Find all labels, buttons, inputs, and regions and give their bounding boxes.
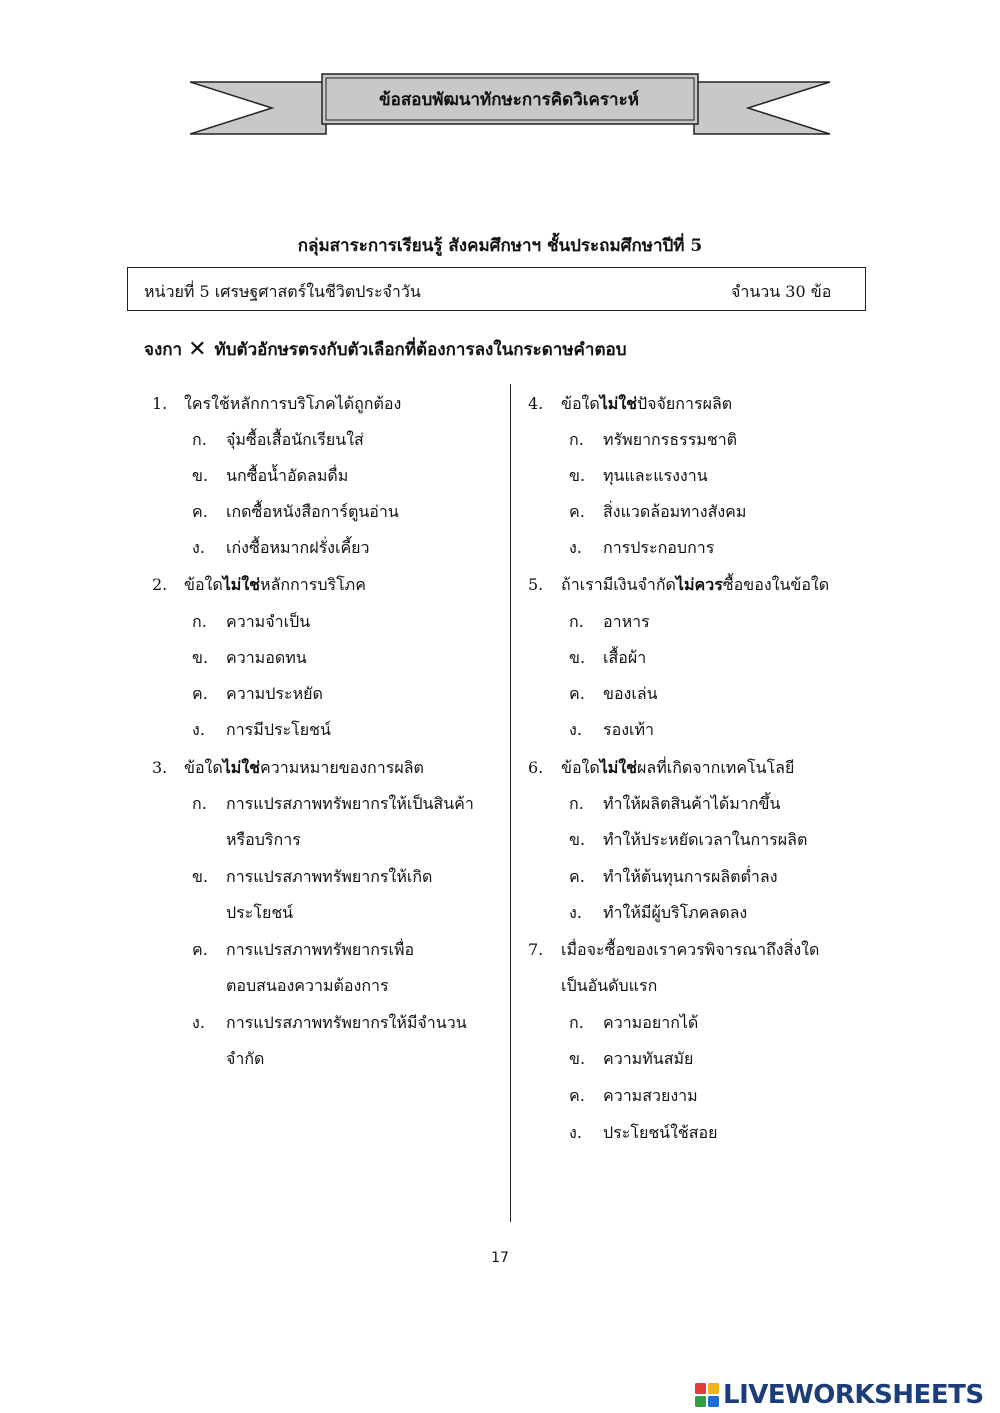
choice-text[interactable]: ทรัพยากรธรรมชาติ: [603, 430, 738, 449]
choice-text[interactable]: สิ่งแวดล้อมทางสังคม: [603, 502, 747, 521]
question-number: 5.: [528, 575, 544, 594]
question-text-part: ข้อใด: [561, 758, 600, 777]
question-number: 1.: [152, 394, 168, 413]
liveworksheets-logo: [694, 1378, 984, 1412]
banner-right-ribbon: [694, 82, 830, 134]
banner-left-ribbon: [190, 82, 326, 134]
choice-letter[interactable]: ง.: [569, 1123, 582, 1142]
question-emphasis: ไม่ควร: [675, 575, 723, 594]
choice-letter[interactable]: ก.: [192, 794, 207, 813]
choice-letter[interactable]: ค.: [569, 502, 585, 521]
choice-text[interactable]: ความจำเป็น: [226, 612, 311, 631]
question-emphasis: ไม่ใช่: [599, 394, 638, 413]
question-text-part: ซื้อของในข้อใด: [722, 575, 830, 594]
choice-text[interactable]: เกดซื้อหนังสือการ์ตูนอ่าน: [226, 502, 399, 521]
choice-text[interactable]: ทำให้ผลิตสินค้าได้มากขึ้น: [603, 794, 781, 813]
choice-text[interactable]: ทำให้ประหยัดเวลาในการผลิต: [603, 830, 808, 849]
choice-letter[interactable]: ก.: [569, 794, 584, 813]
choice-text-continued[interactable]: ประโยชน์: [226, 903, 294, 922]
choice-letter[interactable]: ข.: [192, 466, 209, 485]
question-text-part: ข้อใด: [184, 758, 223, 777]
question-number: 3.: [152, 758, 168, 777]
banner-title: ข้อสอบพัฒนาทักษะการคิดวิเคราะห์: [379, 89, 639, 110]
choice-text[interactable]: ของเล่น: [603, 684, 658, 703]
choice-letter[interactable]: ง.: [569, 538, 582, 557]
choice-letter[interactable]: ข.: [569, 648, 586, 667]
question-emphasis: ไม่ใช่: [222, 758, 261, 777]
choice-text[interactable]: ทำให้ต้นทุนการผลิตต่ำลง: [603, 867, 778, 886]
choice-text-continued[interactable]: จำกัด: [226, 1049, 265, 1068]
choice-letter[interactable]: ข.: [569, 1049, 586, 1068]
choice-letter[interactable]: ง.: [569, 903, 582, 922]
choice-letter[interactable]: ข.: [192, 867, 209, 886]
choice-letter[interactable]: ก.: [192, 612, 207, 631]
page-number: 17: [491, 1250, 509, 1266]
choice-text[interactable]: รองเท้า: [603, 720, 655, 739]
choice-text[interactable]: ความอยากได้: [603, 1013, 699, 1032]
choice-text[interactable]: การแปรสภาพทรัพยากรให้เกิด: [226, 867, 433, 886]
choice-letter[interactable]: ค.: [569, 684, 585, 703]
column-divider: [510, 384, 511, 1222]
choice-text[interactable]: การแปรสภาพทรัพยากรให้เป็นสินค้า: [226, 794, 474, 813]
subject-heading: กลุ่มสาระการเรียนรู้ สังคมศึกษาฯ ชั้นประถมศึกษาปีที่ 5: [297, 236, 703, 256]
choice-letter[interactable]: ง.: [192, 720, 205, 739]
question-text: [184, 756, 424, 780]
choice-letter[interactable]: ข.: [569, 830, 586, 849]
question-text: ใครใช้หลักการบริโภคได้ถูกต้อง: [184, 394, 402, 413]
choice-text[interactable]: ประโยชน์ใช้สอย: [603, 1123, 718, 1142]
choice-text[interactable]: เสื้อผ้า: [603, 648, 647, 667]
choice-letter[interactable]: ก.: [192, 430, 207, 449]
question-text-continued: เป็นอันดับแรก: [561, 976, 658, 995]
question-text: [184, 573, 366, 597]
x-mark-icon: ✕: [188, 337, 207, 362]
choice-text[interactable]: ความทันสมัย: [603, 1049, 694, 1068]
question-text: [561, 756, 794, 780]
choice-text[interactable]: ความอดทน: [226, 648, 307, 667]
choice-text[interactable]: จุ๋มซื้อเสื้อนักเรียนใส่: [226, 430, 364, 449]
question-emphasis: ไม่ใช่: [599, 758, 638, 777]
question-text-part: ความหมายของการผลิต: [260, 758, 424, 777]
choice-letter[interactable]: ข.: [569, 466, 586, 485]
choice-text[interactable]: การแปรสภาพทรัพยากรให้มีจำนวน: [226, 1013, 467, 1032]
question-text-part: ผลที่เกิดจากเทคโนโลยี: [637, 758, 795, 777]
choice-letter[interactable]: ก.: [569, 1013, 584, 1032]
question-number: 2.: [152, 575, 168, 594]
question-text-part: ถ้าเรามีเงินจำกัด: [561, 575, 676, 594]
brand-name: LIVEWORKSHEETS: [723, 1380, 984, 1410]
question-count: จำนวน 30 ข้อ: [731, 282, 832, 301]
question-text-part: หลักการบริโภค: [260, 575, 366, 594]
unit-title: หน่วยที่ 5 เศรษฐศาสตร์ในชีวิตประจำวัน: [144, 282, 421, 301]
choice-text-continued[interactable]: ตอบสนองความต้องการ: [226, 976, 389, 995]
instruction-before: จงกา: [144, 340, 183, 360]
choice-text[interactable]: ทุนและแรงงาน: [603, 466, 708, 485]
choice-letter[interactable]: ข.: [192, 648, 209, 667]
choice-letter[interactable]: ค.: [569, 867, 585, 886]
choice-text[interactable]: การแปรสภาพทรัพยากรเพื่อ: [226, 940, 415, 959]
choice-letter[interactable]: ง.: [192, 1013, 205, 1032]
choice-letter[interactable]: ก.: [569, 430, 584, 449]
liveworksheets-logo-icon: [694, 1382, 720, 1408]
choice-text[interactable]: เก่งซื้อหมากฝรั่งเคี้ยว: [226, 538, 370, 557]
choice-letter[interactable]: ค.: [192, 940, 208, 959]
choice-text[interactable]: ความประหยัด: [226, 684, 323, 703]
choice-text[interactable]: นกซื้อน้ำอัดลมดื่ม: [226, 466, 349, 485]
question-number: 7.: [528, 940, 544, 959]
instruction-after: ทับตัวอักษรตรงกับตัวเลือกที่ต้องการลงในกระดาษคำตอบ: [214, 340, 627, 360]
choice-text-continued[interactable]: หรือบริการ: [226, 830, 301, 849]
choice-letter[interactable]: ก.: [569, 612, 584, 631]
choice-letter[interactable]: ง.: [192, 538, 205, 557]
question-emphasis: ไม่ใช่: [222, 575, 261, 594]
choice-letter[interactable]: ค.: [569, 1086, 585, 1105]
choice-text[interactable]: การมีประโยชน์: [226, 720, 331, 739]
question-text-part: ข้อใด: [561, 394, 600, 413]
question-text: เมื่อจะซื้อของเราควรพิจารณาถึงสิ่งใด: [561, 940, 820, 959]
question-number: 6.: [528, 758, 544, 777]
question-text-part: ปัจจัยการผลิต: [637, 394, 733, 413]
question-number: 4.: [528, 394, 544, 413]
question-text-part: ข้อใด: [184, 575, 223, 594]
choice-text[interactable]: อาหาร: [603, 612, 650, 631]
choice-letter[interactable]: ง.: [569, 720, 582, 739]
choice-letter[interactable]: ค.: [192, 502, 208, 521]
question-text: [561, 573, 829, 597]
choice-letter[interactable]: ค.: [192, 684, 208, 703]
question-text: [561, 392, 732, 416]
choice-text[interactable]: ความสวยงาม: [603, 1086, 698, 1105]
choice-text[interactable]: การประกอบการ: [603, 538, 715, 557]
choice-text[interactable]: ทำให้มีผู้บริโภคลดลง: [603, 903, 748, 922]
instruction: [144, 336, 627, 363]
